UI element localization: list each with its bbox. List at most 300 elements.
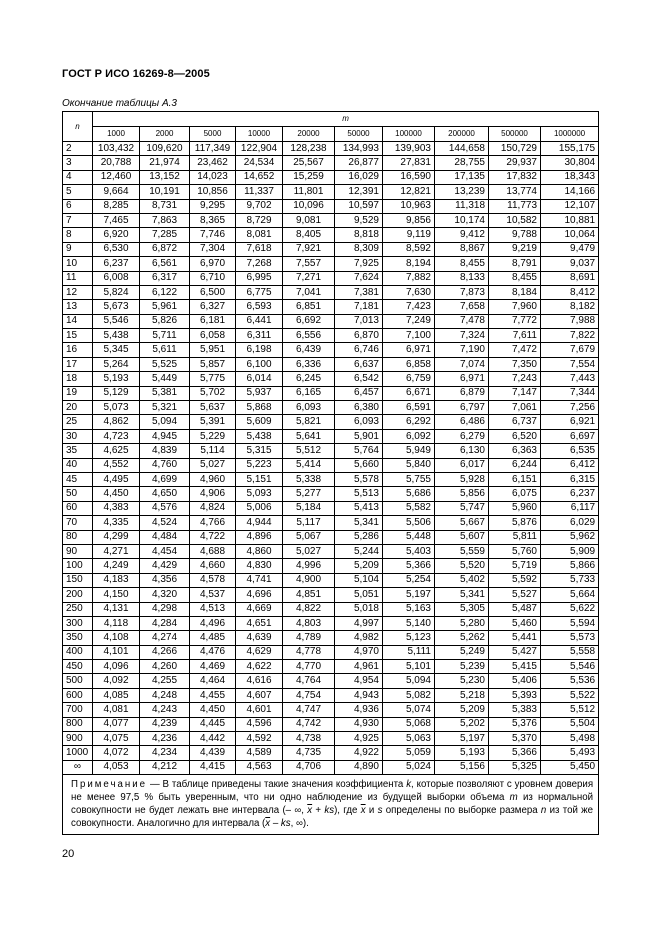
note-text-fragment: — <box>147 779 163 791</box>
table-cell: 4,092 <box>93 674 140 688</box>
table-cell: 5,338 <box>283 472 335 486</box>
table-cell: 5,114 <box>190 444 236 458</box>
table-cell: 109,620 <box>140 142 190 156</box>
row-header-cell: 200 <box>63 588 93 602</box>
table-cell: 155,175 <box>541 142 599 156</box>
table-row <box>63 501 599 515</box>
column-header: 1000000 <box>541 127 599 142</box>
table-row <box>63 343 599 357</box>
row-header-cell: 16 <box>63 343 93 357</box>
table-cell: 8,081 <box>236 228 283 242</box>
table-cell: 6,244 <box>489 458 541 472</box>
table-cell: 5,051 <box>335 588 383 602</box>
table-cell: 4,738 <box>283 732 335 746</box>
row-header-cell: 17 <box>63 357 93 371</box>
table-cell: 4,970 <box>335 645 383 659</box>
table-row <box>63 357 599 371</box>
table-cell: 6,165 <box>283 386 335 400</box>
header-row-1 <box>63 112 599 127</box>
table-cell: 7,554 <box>541 357 599 371</box>
note-text-fragment: ks <box>280 818 291 830</box>
table-cell: 5,611 <box>140 343 190 357</box>
table-cell: 6,117 <box>541 501 599 515</box>
table-row <box>63 372 599 386</box>
table-cell: 5,441 <box>489 631 541 645</box>
table-cell: 9,529 <box>335 213 383 227</box>
table-cell: 4,747 <box>283 703 335 717</box>
table-cell: 4,513 <box>190 602 236 616</box>
table-cell: 4,118 <box>93 616 140 630</box>
table-cell: 7,465 <box>93 213 140 227</box>
table-cell: 6,710 <box>190 271 236 285</box>
table-cell: 5,438 <box>236 429 283 443</box>
table-cell: 9,702 <box>236 199 283 213</box>
table-cell: 5,747 <box>435 501 489 515</box>
row-header-cell: 3 <box>63 156 93 170</box>
row-header-cell: 1000 <box>63 746 93 760</box>
table-row <box>63 688 599 702</box>
table-cell: 7,921 <box>283 242 335 256</box>
table-cell: 4,563 <box>236 760 283 774</box>
table-cell: 29,937 <box>489 156 541 170</box>
table-cell: 4,442 <box>190 732 236 746</box>
note-label: Примечание <box>71 779 148 791</box>
table-cell: 12,821 <box>383 185 435 199</box>
table-cell: 4,742 <box>283 717 335 731</box>
column-header: 200000 <box>435 127 489 142</box>
table-cell: 5,427 <box>489 645 541 659</box>
table-cell: 4,236 <box>140 732 190 746</box>
table-cell: 12,391 <box>335 185 383 199</box>
table-cell: 5,345 <box>93 343 140 357</box>
table-cell: 6,380 <box>335 401 383 415</box>
table-cell: 5,193 <box>435 746 489 760</box>
table-cell: 4,450 <box>93 487 140 501</box>
table-cell: 20,788 <box>93 156 140 170</box>
table-cell: 4,455 <box>190 688 236 702</box>
table-cell: 4,735 <box>283 746 335 760</box>
note-text-fragment: k <box>406 779 412 791</box>
table-cell: 5,775 <box>190 372 236 386</box>
table-cell: 5,383 <box>489 703 541 717</box>
row-header-cell: 80 <box>63 530 93 544</box>
table-cell: 4,760 <box>140 458 190 472</box>
table-row <box>63 142 599 156</box>
table-cell: 5,876 <box>489 516 541 530</box>
table-cell: 7,988 <box>541 314 599 328</box>
table-cell: 6,092 <box>383 429 435 443</box>
table-cell: 144,658 <box>435 142 489 156</box>
table-row <box>63 199 599 213</box>
row-header-cell: 300 <box>63 616 93 630</box>
table-cell: 5,027 <box>283 544 335 558</box>
table-cell: 4,982 <box>335 631 383 645</box>
table-cell: 6,591 <box>383 401 435 415</box>
coefficient-table <box>62 111 599 835</box>
table-cell: 5,063 <box>383 732 435 746</box>
table-cell: 5,305 <box>435 602 489 616</box>
table-cell: 5,230 <box>435 674 489 688</box>
table-cell: 5,414 <box>283 458 335 472</box>
table-cell: 4,383 <box>93 501 140 515</box>
table-cell: 9,856 <box>383 213 435 227</box>
row-header-cell: 7 <box>63 213 93 227</box>
table-cell: 6,130 <box>435 444 489 458</box>
table-cell: 5,856 <box>435 487 489 501</box>
table-cell: 5,403 <box>383 544 435 558</box>
table-cell: 5,594 <box>541 616 599 630</box>
table-cell: 5,074 <box>383 703 435 717</box>
table-cell: 10,881 <box>541 213 599 227</box>
table-cell: 4,688 <box>190 544 236 558</box>
table-row <box>63 544 599 558</box>
table-cell: 4,335 <box>93 516 140 530</box>
table-cell: 4,131 <box>93 602 140 616</box>
table-cell: 5,755 <box>383 472 435 486</box>
table-cell: 5,163 <box>383 602 435 616</box>
table-cell: 5,811 <box>489 530 541 544</box>
table-cell: 6,971 <box>383 343 435 357</box>
table-cell: 5,117 <box>283 516 335 530</box>
table-cell: 8,194 <box>383 257 435 271</box>
table-cell: 4,298 <box>140 602 190 616</box>
table-cell: 5,262 <box>435 631 489 645</box>
table-cell: 4,320 <box>140 588 190 602</box>
table-cell: 6,198 <box>236 343 283 357</box>
table-cell: 9,295 <box>190 199 236 213</box>
table-cell: 6,535 <box>541 444 599 458</box>
table-cell: 4,266 <box>140 645 190 659</box>
table-cell: 4,741 <box>236 573 283 587</box>
table-cell: 8,818 <box>335 228 383 242</box>
note-text-fragment: ks <box>324 805 335 817</box>
table-cell: 4,625 <box>93 444 140 458</box>
column-header: 20000 <box>283 127 335 142</box>
table-cell: 5,962 <box>541 530 599 544</box>
table-cell: 6,279 <box>435 429 489 443</box>
table-cell: 4,249 <box>93 559 140 573</box>
table-cell: 6,093 <box>283 401 335 415</box>
column-header: 500000 <box>489 127 541 142</box>
table-cell: 7,074 <box>435 357 489 371</box>
table-cell: 7,268 <box>236 257 283 271</box>
table-cell: 4,789 <box>283 631 335 645</box>
table-cell: 4,596 <box>236 717 283 731</box>
row-header-cell: 70 <box>63 516 93 530</box>
table-cell: 9,788 <box>489 228 541 242</box>
table-cell: 5,513 <box>335 487 383 501</box>
table-cell: 4,576 <box>140 501 190 515</box>
table-cell: 4,053 <box>93 760 140 774</box>
table-cell: 6,879 <box>435 386 489 400</box>
table-cell: 18,343 <box>541 170 599 184</box>
table-cell: 5,866 <box>541 559 599 573</box>
table-cell: 17,832 <box>489 170 541 184</box>
table-row <box>63 300 599 314</box>
table-cell: 4,925 <box>335 732 383 746</box>
table-cell: 4,578 <box>190 573 236 587</box>
table-cell: 117,349 <box>190 142 236 156</box>
table-cell: 9,219 <box>489 242 541 256</box>
table-cell: 4,075 <box>93 732 140 746</box>
table-cell: 5,104 <box>335 573 383 587</box>
table-cell: 7,557 <box>283 257 335 271</box>
table-cell: 4,622 <box>236 660 283 674</box>
row-header-cell: 500 <box>63 674 93 688</box>
table-row <box>63 760 599 774</box>
note-text-fragment: s <box>377 805 383 817</box>
table-cell: 6,995 <box>236 271 283 285</box>
row-header-cell: ∞ <box>63 760 93 774</box>
table-cell: 6,858 <box>383 357 435 371</box>
table-cell: 8,791 <box>489 257 541 271</box>
table-cell: 4,439 <box>190 746 236 760</box>
table-cell: 6,971 <box>435 372 489 386</box>
table-row <box>63 271 599 285</box>
table-cell: 5,504 <box>541 717 599 731</box>
table-row <box>63 228 599 242</box>
table-cell: 7,863 <box>140 213 190 227</box>
table-cell: 5,254 <box>383 573 435 587</box>
table-cell: 6,317 <box>140 271 190 285</box>
table-cell: 6,363 <box>489 444 541 458</box>
table-cell: 6,151 <box>489 472 541 486</box>
table-cell: 4,696 <box>236 588 283 602</box>
table-cell: 5,264 <box>93 357 140 371</box>
table-cell: 9,479 <box>541 242 599 256</box>
table-cell: 5,129 <box>93 386 140 400</box>
table-cell: 4,943 <box>335 688 383 702</box>
table-cell: 7,772 <box>489 314 541 328</box>
note-text-fragment: m <box>509 792 518 804</box>
table-cell: 5,506 <box>383 516 435 530</box>
document-header: ГОСТ Р ИСО 16269-8—2005 <box>62 68 210 80</box>
table-cell: 26,877 <box>335 156 383 170</box>
table-cell: 4,415 <box>190 760 236 774</box>
table-cell: 8,182 <box>541 300 599 314</box>
row-header-cell: 800 <box>63 717 93 731</box>
table-cell: 6,181 <box>190 314 236 328</box>
table-cell: 8,365 <box>190 213 236 227</box>
table-cell: 5,094 <box>140 415 190 429</box>
column-header: 2000 <box>140 127 190 142</box>
column-header: 1000 <box>93 127 140 142</box>
row-header-cell: 14 <box>63 314 93 328</box>
table-cell: 4,255 <box>140 674 190 688</box>
table-cell: 8,184 <box>489 285 541 299</box>
table-cell: 5,006 <box>236 501 283 515</box>
table-cell: 7,324 <box>435 329 489 343</box>
table-cell: 5,487 <box>489 602 541 616</box>
table-note <box>63 775 599 835</box>
table-cell: 4,945 <box>140 429 190 443</box>
table-cell: 5,202 <box>435 717 489 731</box>
table-row <box>63 559 599 573</box>
column-header: 5000 <box>190 127 236 142</box>
table-cell: 5,123 <box>383 631 435 645</box>
table-cell: 6,075 <box>489 487 541 501</box>
table-cell: 7,013 <box>335 314 383 328</box>
table-cell: 5,868 <box>236 401 283 415</box>
table-cell: 4,450 <box>190 703 236 717</box>
table-cell: 10,963 <box>383 199 435 213</box>
table-cell: 6,292 <box>383 415 435 429</box>
table-cell: 5,068 <box>383 717 435 731</box>
table-cell: 6,692 <box>283 314 335 328</box>
row-header-cell: 15 <box>63 329 93 343</box>
table-cell: 7,041 <box>283 285 335 299</box>
table-cell: 4,299 <box>93 530 140 544</box>
table-row <box>63 530 599 544</box>
row-header-cell: 11 <box>63 271 93 285</box>
row-header-cell: 35 <box>63 444 93 458</box>
table-cell: 13,152 <box>140 170 190 184</box>
table-cell: 5,821 <box>283 415 335 429</box>
table-cell: 5,909 <box>541 544 599 558</box>
table-cell: 5,366 <box>383 559 435 573</box>
table-cell: 6,245 <box>283 372 335 386</box>
table-cell: 8,405 <box>283 228 335 242</box>
table-cell: 4,496 <box>190 616 236 630</box>
table-cell: 12,107 <box>541 199 599 213</box>
table-row <box>63 746 599 760</box>
table-cell: 4,274 <box>140 631 190 645</box>
table-cell: 4,284 <box>140 616 190 630</box>
table-cell: 11,337 <box>236 185 283 199</box>
table-cell: 9,081 <box>283 213 335 227</box>
table-cell: 5,140 <box>383 616 435 630</box>
table-cell: 5,686 <box>383 487 435 501</box>
row-header-cell: 40 <box>63 458 93 472</box>
table-cell: 4,723 <box>93 429 140 443</box>
table-cell: 5,546 <box>93 314 140 328</box>
table-cell: 27,831 <box>383 156 435 170</box>
table-cell: 4,922 <box>335 746 383 760</box>
table-cell: 6,093 <box>335 415 383 429</box>
table-cell: 5,667 <box>435 516 489 530</box>
table-cell: 4,699 <box>140 472 190 486</box>
table-cell: 5,824 <box>93 285 140 299</box>
table-cell: 6,311 <box>236 329 283 343</box>
note-text-fragment: , ∞). <box>290 818 309 830</box>
table-cell: 4,930 <box>335 717 383 731</box>
table-cell: 5,512 <box>283 444 335 458</box>
table-cell: 10,096 <box>283 199 335 213</box>
table-cell: 7,679 <box>541 343 599 357</box>
table-cell: 6,737 <box>489 415 541 429</box>
row-header-cell: 19 <box>63 386 93 400</box>
table-row <box>63 588 599 602</box>
table-cell: 6,029 <box>541 516 599 530</box>
column-variable-header: m <box>93 112 599 127</box>
table-cell: 7,624 <box>335 271 383 285</box>
table-cell: 5,244 <box>335 544 383 558</box>
table-cell: 5,229 <box>190 429 236 443</box>
table-cell: 7,960 <box>489 300 541 314</box>
table-cell: 4,996 <box>283 559 335 573</box>
table-cell: 5,067 <box>283 530 335 544</box>
page-number: 20 <box>62 848 75 860</box>
note-text-fragment: В таблице приведены такие значения коэффициента <box>162 779 407 791</box>
table-cell: 4,824 <box>190 501 236 515</box>
table-cell: 5,197 <box>383 588 435 602</box>
table-cell: 5,059 <box>383 746 435 760</box>
table-cell: 5,673 <box>93 300 140 314</box>
note-text-fragment: определены по выборке размера <box>382 805 541 817</box>
row-header-cell: 100 <box>63 559 93 573</box>
table-cell: 9,119 <box>383 228 435 242</box>
table-cell: 7,423 <box>383 300 435 314</box>
note-text-fragment: , которые позволяют с уровнем доверия не менее 97,5 % быть уверенным, что ни одно наблюдение из будущей выборки объема <box>71 779 594 804</box>
table-cell: 6,775 <box>236 285 283 299</box>
row-header-cell: 9 <box>63 242 93 256</box>
table-cell: 4,960 <box>190 472 236 486</box>
table-cell: 6,439 <box>283 343 335 357</box>
table-cell: 15,259 <box>283 170 335 184</box>
table-cell: 14,023 <box>190 170 236 184</box>
table-cell: 5,415 <box>489 660 541 674</box>
table-cell: 4,429 <box>140 559 190 573</box>
table-cell: 6,637 <box>335 357 383 371</box>
table-cell: 4,660 <box>190 559 236 573</box>
table-cell: 4,944 <box>236 516 283 530</box>
table-cell: 4,778 <box>283 645 335 659</box>
table-cell: 11,801 <box>283 185 335 199</box>
table-cell: 5,536 <box>541 674 599 688</box>
table-cell: 6,921 <box>541 415 599 429</box>
table-cell: 6,542 <box>335 372 383 386</box>
table-cell: 5,702 <box>190 386 236 400</box>
table-cell: 8,592 <box>383 242 435 256</box>
table-cell: 5,223 <box>236 458 283 472</box>
table-cell: 4,096 <box>93 660 140 674</box>
row-header-cell: 6 <box>63 199 93 213</box>
table-cell: 5,024 <box>383 760 435 774</box>
table-cell: 4,239 <box>140 717 190 731</box>
table-cell: 4,764 <box>283 674 335 688</box>
table-cell: 5,111 <box>383 645 435 659</box>
table-cell: 4,072 <box>93 746 140 760</box>
table-cell: 5,592 <box>489 573 541 587</box>
table-cell: 5,764 <box>335 444 383 458</box>
table-cell: 5,719 <box>489 559 541 573</box>
table-cell: 5,607 <box>435 530 489 544</box>
table-cell: 4,085 <box>93 688 140 702</box>
table-cell: 4,890 <box>335 760 383 774</box>
row-header-cell: 45 <box>63 472 93 486</box>
table-cell: 5,937 <box>236 386 283 400</box>
table-cell: 122,904 <box>236 142 283 156</box>
table-cell: 8,285 <box>93 199 140 213</box>
note-text-fragment: из той же совокупности. Аналогично для интервала ( <box>71 805 594 830</box>
table-cell: 13,774 <box>489 185 541 199</box>
table-cell: 5,094 <box>383 674 435 688</box>
table-cell: 16,590 <box>383 170 435 184</box>
row-header-cell: 4 <box>63 170 93 184</box>
row-header-cell: 450 <box>63 660 93 674</box>
table-cell: 4,900 <box>283 573 335 587</box>
row-header-cell: 900 <box>63 732 93 746</box>
table-cell: 7,285 <box>140 228 190 242</box>
table-cell: 4,589 <box>236 746 283 760</box>
table-cell: 4,669 <box>236 602 283 616</box>
row-header-cell: 18 <box>63 372 93 386</box>
table-cell: 5,760 <box>489 544 541 558</box>
table-cell: 5,341 <box>335 516 383 530</box>
table-cell: 6,100 <box>236 357 283 371</box>
table-cell: 5,280 <box>435 616 489 630</box>
table-cell: 128,238 <box>283 142 335 156</box>
